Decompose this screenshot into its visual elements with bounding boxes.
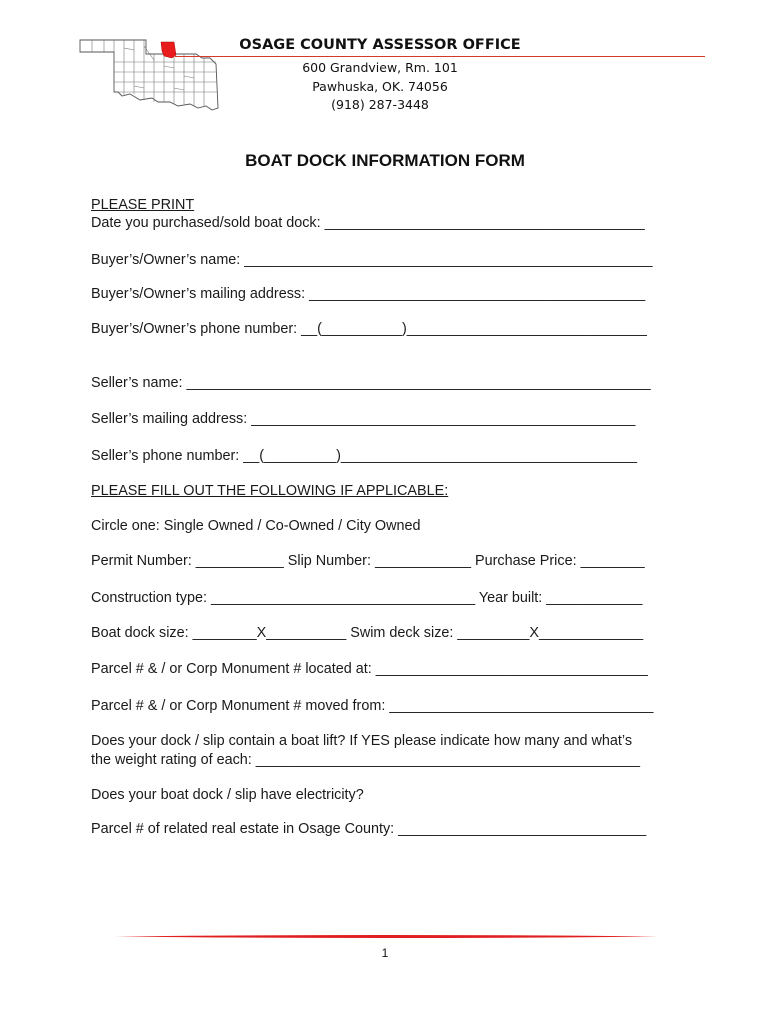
please-print-label: PLEASE PRINT (91, 197, 195, 213)
form-title: BOAT DOCK INFORMATION FORM (245, 151, 525, 170)
buyer-phone-field[interactable]: Buyer’s/Owner’s phone number: __(__________)______________________________ (91, 321, 647, 337)
boat-lift-weight-field[interactable]: the weight rating of each: ________________________________________________ (91, 752, 640, 768)
seller-phone-field[interactable]: Seller’s phone number: __(_________)_____________________________________ (91, 448, 638, 464)
boat-lift-question: Does your dock / slip contain a boat lift? If YES please indicate how many and what’s (91, 733, 633, 749)
buyer-address-field[interactable]: Buyer’s/Owner’s mailing address: __________________________________________ (91, 286, 646, 302)
seller-name-field[interactable]: Seller’s name: __________________________________________________________ (91, 375, 651, 391)
seller-address-field[interactable]: Seller’s mailing address: ________________________________________________ (91, 411, 636, 427)
date-purchased-field[interactable]: Date you purchased/sold boat dock: ________________________________________ (91, 215, 645, 231)
parcel-located-field[interactable]: Parcel # & / or Corp Monument # located at: __________________________________ (91, 661, 648, 677)
page-number: 1 (381, 946, 389, 960)
oklahoma-county-map-logo (78, 36, 224, 126)
ownership-circle-one[interactable]: Circle one: Single Owned / Co-Owned / City Owned (91, 518, 421, 534)
office-phone: (918) 287-3448 (331, 97, 429, 112)
dock-size-field[interactable]: Boat dock size: ________X__________ Swim deck size: _________X_____________ (91, 625, 644, 641)
parcel-moved-field[interactable]: Parcel # & / or Corp Monument # moved from: _________________________________ (91, 698, 654, 714)
fill-out-heading: PLEASE FILL OUT THE FOLLOWING IF APPLICABLE: (91, 483, 449, 499)
permit-slip-price-field[interactable]: Permit Number: ___________ Slip Number: ____________ Purchase Price: ________ (91, 553, 645, 569)
buyer-name-field[interactable]: Buyer’s/Owner’s name: ___________________________________________________ (91, 252, 653, 268)
office-title: OSAGE COUNTY ASSESSOR OFFICE (239, 37, 521, 53)
construction-year-field[interactable]: Construction type: _________________________________ Year built: ____________ (91, 590, 643, 606)
address-line-1: 600 Grandview, Rm. 101 (302, 60, 458, 75)
electricity-question: Does your boat dock / slip have electricity? (91, 787, 364, 803)
header-rule (175, 56, 705, 57)
parcel-real-estate-field[interactable]: Parcel # of related real estate in Osage County: _______________________________ (91, 821, 647, 837)
footer-rule (115, 934, 658, 939)
address-line-2: Pawhuska, OK. 74056 (312, 79, 448, 94)
